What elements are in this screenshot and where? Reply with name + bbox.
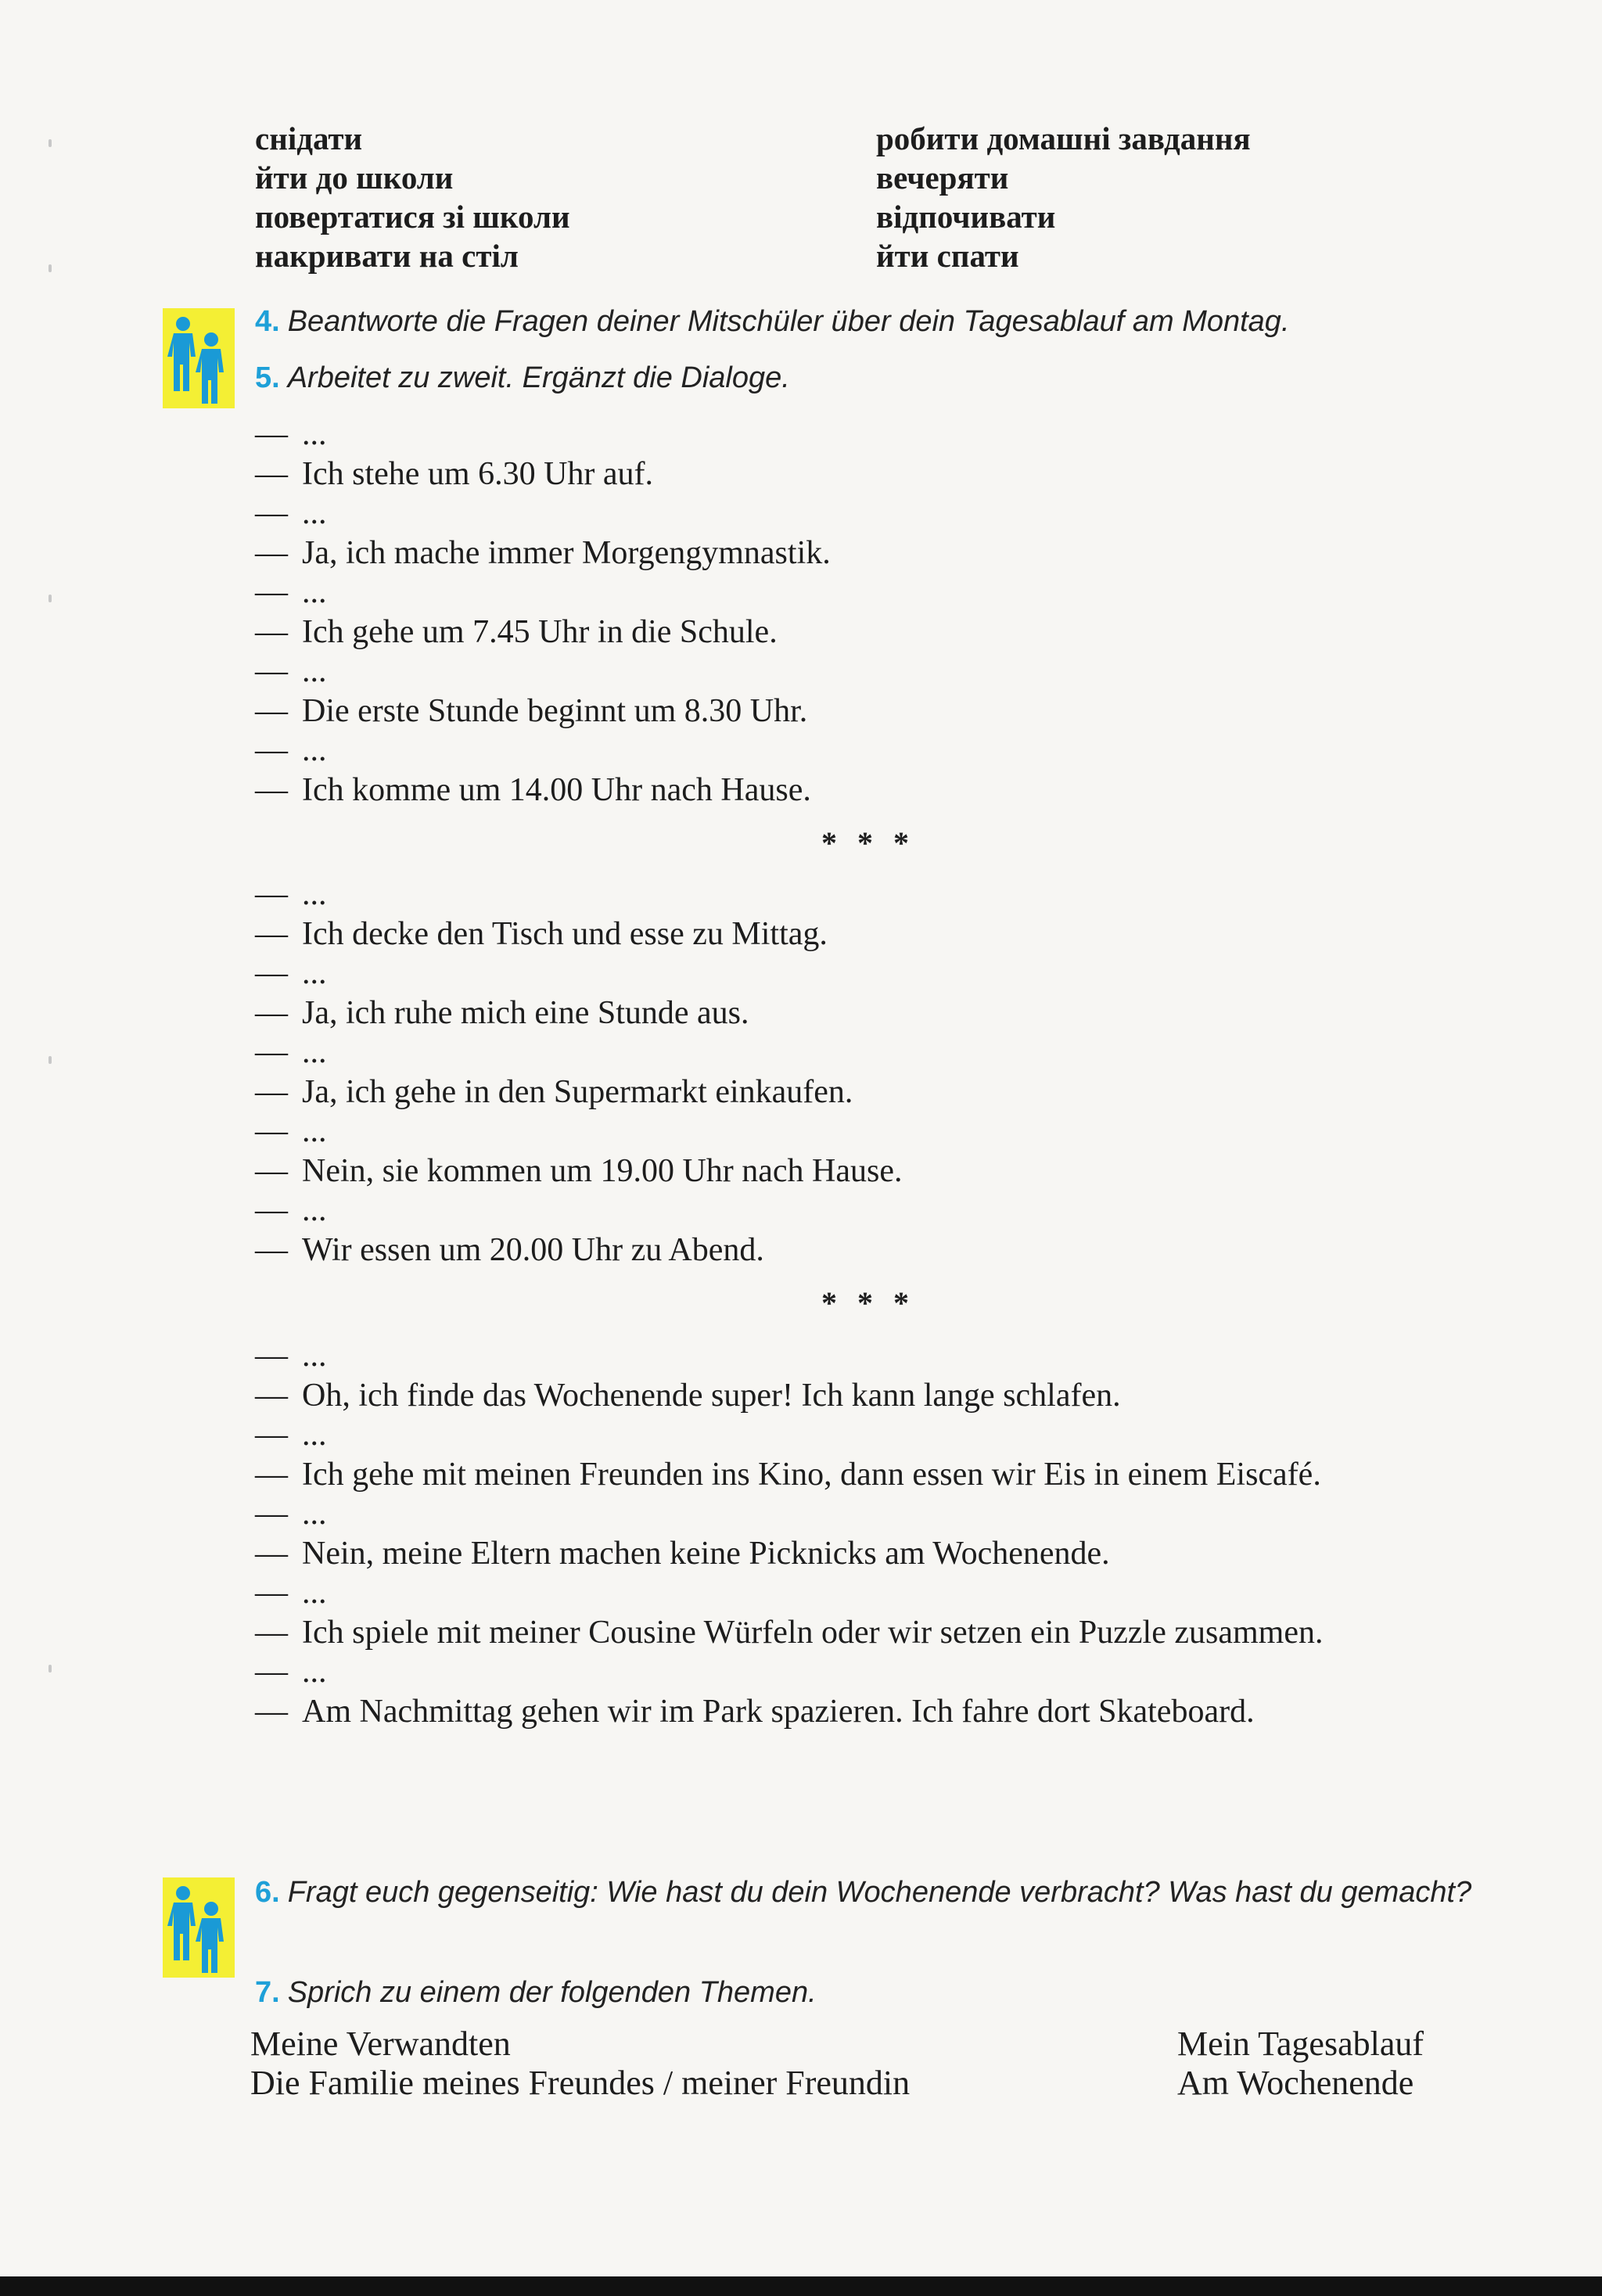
dialog-answer-line: — Ja, ich gehe in den Supermarkt einkaufen.: [255, 1073, 853, 1110]
dialog-answer-line: — Am Nachmittag gehen wir im Park spazieren. Ich fahre dort Skateboard.: [255, 1693, 1255, 1730]
vocab-list-left: [255, 119, 570, 275]
dialog-prompt-line: — ...: [255, 1575, 327, 1611]
dialog-prompt-line: — ...: [255, 732, 327, 768]
dialog-prompt-line: — ...: [255, 574, 327, 610]
topic-item: Die Familie meines Freundes / meiner Freundin: [250, 2064, 911, 2102]
vocab-item: робити домашні завдання: [876, 120, 1251, 156]
task-number: 7.: [255, 1976, 280, 2009]
task-number: 6.: [255, 1876, 280, 1909]
topic-item: Meine Verwandten: [250, 2025, 511, 2063]
task-5: [255, 360, 790, 396]
topic-item: Am Wochenende: [1177, 2064, 1414, 2102]
dialog-2: [255, 875, 1483, 1270]
scan-bottom-edge: [0, 2276, 1602, 2296]
topic-item: Mein Tagesablauf: [1177, 2025, 1424, 2063]
dialog-prompt-line: — ...: [255, 1496, 327, 1532]
scan-mark: [48, 1665, 52, 1673]
dialog-answer-line: — Oh, ich finde das Wochenende super! Ich kann lange schlafen.: [255, 1377, 1121, 1414]
pair-work-icon: [163, 1877, 235, 1978]
section-separator: * * *: [821, 1285, 915, 1320]
scan-mark: [48, 595, 52, 602]
dialog-answer-line: — Nein, sie kommen um 19.00 Uhr nach Hause.: [255, 1152, 903, 1189]
task-4: [255, 304, 1290, 340]
dialog-answer-line: — Ja, ich ruhe mich eine Stunde aus.: [255, 994, 749, 1031]
scan-mark: [48, 1056, 52, 1064]
dialog-prompt-line: — ...: [255, 1654, 327, 1690]
dialog-answer-line: — Die erste Stunde beginnt um 8.30 Uhr.: [255, 692, 808, 729]
task-text: Beantworte die Fragen deiner Mitschüler über dein Tagesablauf am Montag.: [287, 305, 1290, 338]
vocab-item: накривати на стіл: [255, 238, 519, 274]
dialog-prompt-line: — ...: [255, 1417, 327, 1453]
task-text: Arbeitet zu zweit. Ergänzt die Dialoge.: [287, 361, 790, 394]
scan-mark: [48, 264, 52, 272]
task-6: [255, 1874, 1491, 1910]
vocab-item: йти спати: [876, 238, 1019, 274]
dialog-answer-line: — Ich gehe mit meinen Freunden ins Kino, dann essen wir Eis in einem Eiscafé.: [255, 1456, 1321, 1493]
topics-list-right: [1177, 2025, 1424, 2103]
task-text: Fragt euch gegenseitig: Wie hast du dein Wochenende verbracht? Was hast du gemacht?: [287, 1876, 1472, 1909]
dialog-answer-line: — Ich spiele mit meiner Cousine Würfeln oder wir setzen ein Puzzle zusammen.: [255, 1614, 1324, 1651]
vocab-item: снідати: [255, 120, 363, 156]
dialog-prompt-line: — ...: [255, 1338, 327, 1374]
task-number: 5.: [255, 361, 280, 394]
dialog-prompt-line: — ...: [255, 955, 327, 991]
scan-mark: [48, 139, 52, 147]
task-text: Sprich zu einem der folgenden Themen.: [287, 1976, 817, 2009]
dialog-prompt-line: — ...: [255, 1034, 327, 1070]
vocab-item: йти до школи: [255, 160, 454, 196]
vocab-item: вечеряти: [876, 160, 1009, 196]
dialog-1: [255, 415, 1483, 810]
dialog-prompt-line: — ...: [255, 416, 327, 452]
dialog-prompt-line: — ...: [255, 653, 327, 689]
dialog-prompt-line: — ...: [255, 1192, 327, 1228]
dialog-answer-line: — Ich komme um 14.00 Uhr nach Hause.: [255, 771, 811, 808]
task-7: [255, 1974, 817, 2010]
topics-list-left: [250, 2025, 910, 2103]
dialog-answer-line: — Nein, meine Eltern machen keine Picknicks am Wochenende.: [255, 1535, 1110, 1572]
dialog-answer-line: — Wir essen um 20.00 Uhr zu Abend.: [255, 1231, 764, 1268]
dialog-3: [255, 1336, 1483, 1731]
dialog-answer-line: — Ich gehe um 7.45 Uhr in die Schule.: [255, 613, 778, 650]
pair-work-icon: [163, 308, 235, 408]
dialog-prompt-line: — ...: [255, 1113, 327, 1149]
vocab-item: повертатися зі школи: [255, 199, 570, 235]
dialog-prompt-line: — ...: [255, 495, 327, 531]
dialog-answer-line: — Ich decke den Tisch und esse zu Mittag.: [255, 915, 828, 952]
vocab-item: відпочивати: [876, 199, 1056, 235]
dialog-answer-line: — Ich stehe um 6.30 Uhr auf.: [255, 455, 654, 492]
vocab-list-right: [876, 119, 1251, 275]
dialog-prompt-line: — ...: [255, 876, 327, 912]
dialog-answer-line: — Ja, ich mache immer Morgengymnastik.: [255, 534, 831, 571]
task-number: 4.: [255, 305, 280, 338]
section-separator: * * *: [821, 825, 915, 861]
